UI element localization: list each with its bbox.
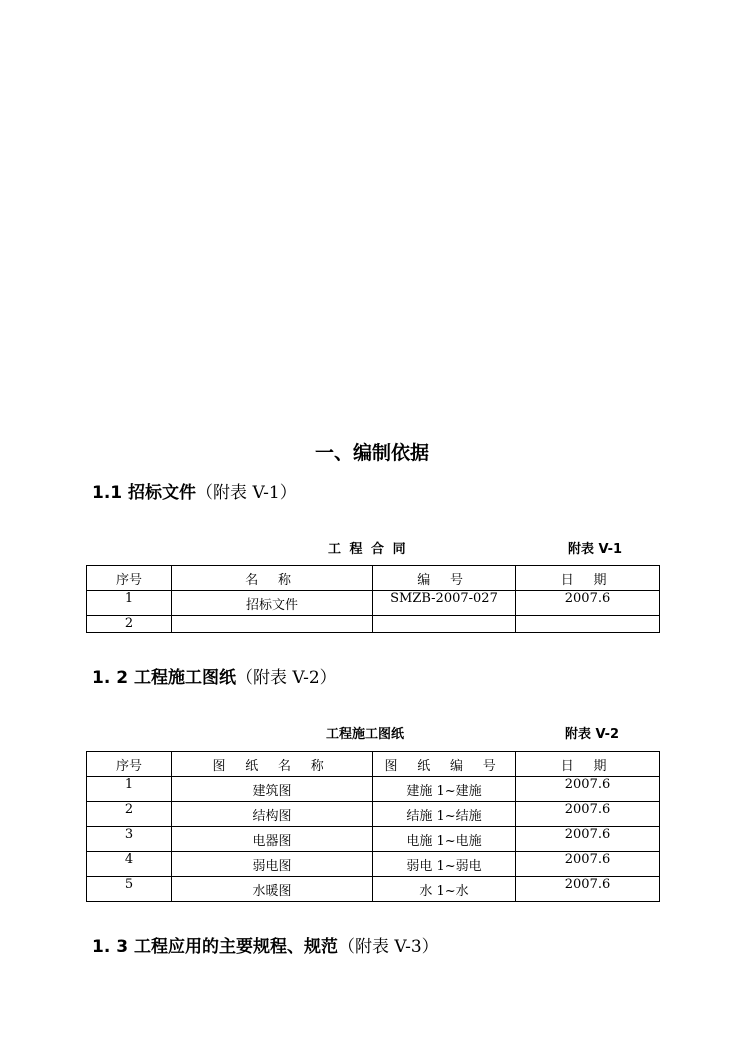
cell-date: 2007.6 (516, 827, 660, 852)
table-1-caption: 工 程 合 同 (328, 542, 408, 557)
cell-name: 弱电图 (172, 852, 373, 877)
table-row (87, 616, 660, 633)
cell-date: 2007.6 (516, 591, 660, 616)
cell-code: 弱电 1~弱电 (373, 852, 516, 877)
row-number: 2 (87, 802, 172, 827)
row-number: 3 (87, 827, 172, 852)
cell-name: 电器图 (172, 827, 373, 852)
section-1-3-heading (92, 932, 439, 957)
table-2-tag: 附表 V-2 (565, 727, 620, 742)
row-number: 1 (87, 591, 172, 616)
cell-code: 建施 1~建施 (373, 777, 516, 802)
table-header-row (87, 566, 660, 591)
cell-date: 2007.6 (516, 852, 660, 877)
table-row (87, 877, 660, 902)
cell-name: 水暖图 (172, 877, 373, 902)
table-2-caption: 工程施工图纸 (326, 727, 405, 742)
header-cell: 图 纸 名 称 (172, 752, 373, 777)
section-title: 1. 2 工程施工图纸 (92, 668, 236, 688)
table-row (87, 827, 660, 852)
header-cell: 日 期 (516, 752, 660, 777)
header-cell: 序号 (87, 752, 172, 777)
cell-date (516, 616, 660, 633)
cell-date: 2007.6 (516, 777, 660, 802)
table-header-row (87, 752, 660, 777)
section-1-2-heading (92, 663, 337, 688)
cell-name: 建筑图 (172, 777, 373, 802)
row-number: 4 (87, 852, 172, 877)
table-row (87, 777, 660, 802)
cell-date: 2007.6 (516, 877, 660, 902)
table-1-tag: 附表 V-1 (568, 542, 623, 557)
section-ref: （附表 V-2） (235, 668, 337, 688)
header-cell: 日 期 (516, 566, 660, 591)
header-cell: 名 称 (172, 566, 373, 591)
section-title: 1.1 招标文件 (92, 483, 197, 503)
table-row (87, 802, 660, 827)
cell-code (373, 616, 516, 633)
cell-name: 结构图 (172, 802, 373, 827)
cell-code: 结施 1~结施 (373, 802, 516, 827)
drawings-table (86, 751, 660, 902)
section-ref: （附表 V-1） (196, 483, 297, 503)
row-number: 1 (87, 777, 172, 802)
row-number: 2 (87, 616, 172, 633)
table-row (87, 591, 660, 616)
header-cell: 图 纸 编 号 (373, 752, 516, 777)
cell-code: 水 1~水 (373, 877, 516, 902)
section-ref: （附表 V-3） (337, 937, 439, 957)
section-1-1-heading (92, 478, 297, 503)
header-cell: 序号 (87, 566, 172, 591)
cell-code: SMZB-2007-027 (373, 591, 516, 616)
cell-name: 招标文件 (172, 591, 373, 616)
header-cell: 编 号 (373, 566, 516, 591)
table-row (87, 852, 660, 877)
cell-name (172, 616, 373, 633)
contract-table (86, 565, 660, 633)
section-title: 1. 3 工程应用的主要规程、规范 (92, 937, 338, 957)
page-heading: 一、编制依据 (314, 442, 429, 464)
cell-date: 2007.6 (516, 802, 660, 827)
cell-code: 电施 1~电施 (373, 827, 516, 852)
row-number: 5 (87, 877, 172, 902)
